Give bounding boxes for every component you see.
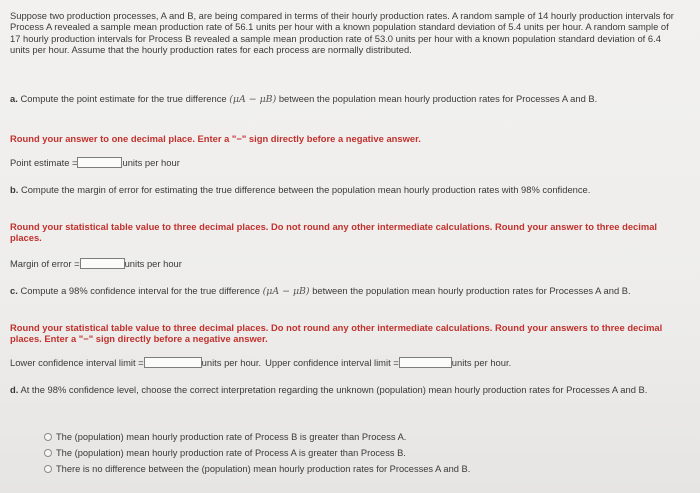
lower-limit-input[interactable] (144, 357, 202, 368)
part-a-question (10, 93, 675, 105)
part-b-prefix: b. (10, 184, 19, 195)
point-estimate-units: units per hour (122, 156, 180, 168)
part-d-question (10, 384, 675, 395)
part-c-question-start: Compute a 98% confidence interval for the true difference (20, 285, 260, 296)
point-estimate-row (10, 155, 180, 169)
point-estimate-input[interactable] (77, 157, 122, 168)
upper-limit-input[interactable] (399, 357, 452, 368)
upper-limit-units: units per hour. (451, 356, 512, 368)
part-a-question-end: between the population mean hourly production rates for Processes A and B. (278, 93, 598, 104)
lower-limit-label: Lower confidence interval limit = (10, 356, 144, 368)
lower-limit-units: units per hour. (201, 356, 262, 368)
part-a-prefix: a. (10, 93, 18, 104)
part-b-instruction: Round your statistical table value to three decimal places. Do not round any other intermediate calculations. Round your answer to three decimal places. (10, 221, 658, 244)
option-label: The (population) mean hourly production rate of Process A is greater than Process B. (56, 448, 406, 458)
part-a-instruction: Round your answer to one decimal place. Enter a "−" sign directly before a negative answer. (10, 133, 421, 144)
part-a-math: (μA − μB) (229, 94, 277, 105)
option-b-greater[interactable] (44, 431, 406, 443)
part-a-question-start: Compute the point estimate for the true difference (20, 93, 227, 104)
point-estimate-label: Point estimate = (10, 156, 78, 168)
option-a-greater[interactable] (44, 447, 406, 459)
margin-of-error-label: Margin of error = (10, 257, 80, 269)
margin-of-error-units: units per hour (124, 257, 182, 269)
part-d-prefix: d. (10, 384, 19, 395)
radio-button-icon[interactable] (44, 465, 52, 473)
margin-of-error-row (10, 256, 182, 270)
part-c-instruction: Round your statistical table value to three decimal places. Do not round any other intermediate calculations. Round your answers to three decimal places. Enter a "−" sign directly before a negative answer. (10, 322, 663, 345)
part-c-math: (μA − μB) (262, 286, 310, 297)
part-d-question-text: At the 98% confidence level, choose the correct interpretation regarding the unknown (population) mean hourly production rates for Processes A and B. (20, 384, 648, 395)
upper-limit-label: Upper confidence interval limit = (265, 356, 399, 368)
option-label: There is no difference between the (population) mean hourly production rates for Processes A and B. (56, 464, 471, 474)
problem-intro: Suppose two production processes, A and B, are being compared in terms of their hourly production rates. A random sample of 14 hourly production intervals for Process A revealed a sample mean production rate of 56.1 units per hour with a known population standard deviation of 5.4 units per hour. A random sample of 17 hourly production intervals for Process B revealed a sample mean production rate of 53.0 units per hour with a known population standard deviation of 6.4 units per hour. Assume that the hourly production rates for each process are normally distributed. (10, 10, 674, 55)
option-no-difference[interactable] (44, 463, 470, 475)
part-c-question-end: between the population mean hourly production rates for Processes A and B. (312, 285, 631, 296)
confidence-interval-row (10, 355, 511, 369)
radio-button-icon[interactable] (44, 433, 52, 441)
part-c-prefix: c. (10, 285, 18, 296)
radio-button-icon[interactable] (44, 449, 52, 457)
part-c-question (10, 285, 675, 297)
margin-of-error-input[interactable] (80, 258, 125, 269)
option-label: The (population) mean hourly production rate of Process B is greater than Process A. (56, 432, 407, 442)
part-b-question (10, 184, 675, 195)
part-b-question-text: Compute the margin of error for estimating the true difference between the population mean hourly production rates with 98% confidence. (20, 184, 591, 195)
